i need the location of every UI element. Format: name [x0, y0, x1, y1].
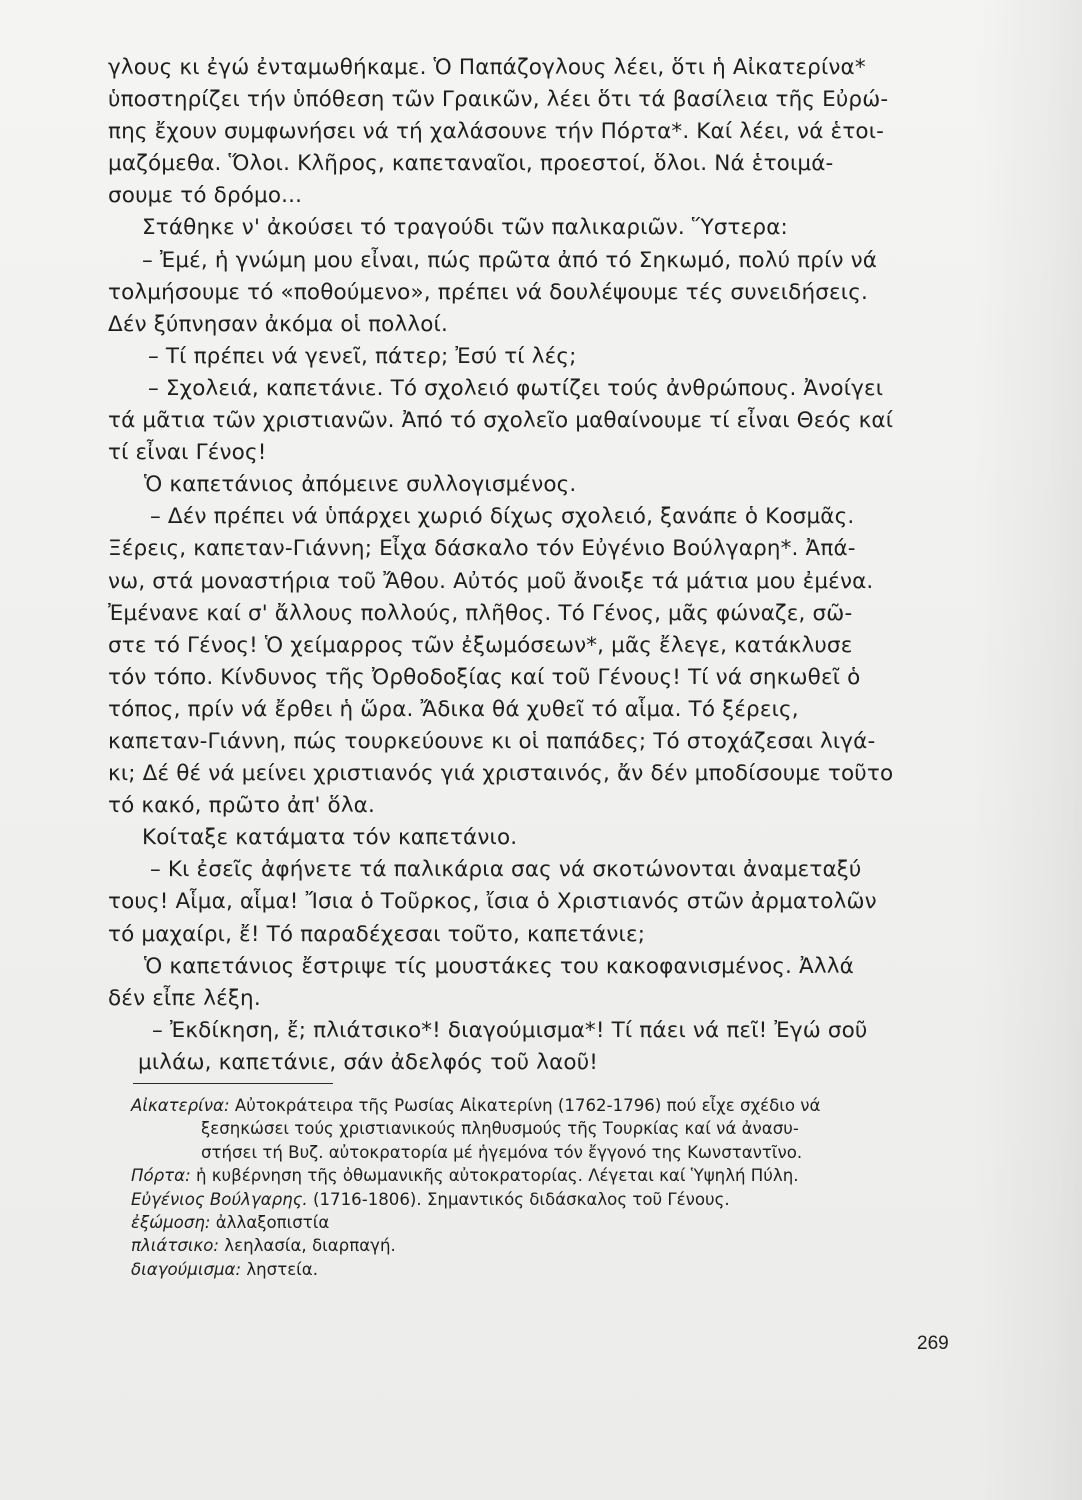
footnote-text: (1716-1806). Σημαντικός διδάσκαλος τοῦ Γένους.: [313, 1189, 730, 1209]
footnote-entry: [131, 1234, 971, 1257]
body-line: Δέν ξύπνησαν ἀκόμα οἱ πολλοί.: [108, 311, 448, 337]
body-line: Ὁ καπετάνιος ἔστριψε τίς μουστάκες του κακοφανισμένος. Ἀλλά: [144, 953, 854, 979]
body-line: Ἐμένανε καί σ' ἄλλους πολλούς, πλῆθος. Τό Γένος, μᾶς φώναζε, σῶ-: [108, 600, 853, 626]
body-line: τους! Αἷμα, αἷμα! Ἴσια ὁ Τοῦρκος, ἴσια ὁ Χριστιανός στῶν ἀρματολῶν: [108, 889, 877, 915]
footnote-entry: [131, 1258, 971, 1281]
body-line: πης ἔχουν συμφωνήσει νά τή χαλάσουνε τήν Πόρτα*. Καί λέει, νά ἑτοι-: [108, 119, 885, 145]
body-line: μιλάω, καπετάνιε, σάν ἀδελφός τοῦ λαοῦ!: [138, 1049, 599, 1075]
footnote-text: ἀλλαξοπιστία: [215, 1212, 330, 1232]
page-edge-shadow: [972, 0, 1082, 1500]
body-line: Κοίταξε κατάματα τόν καπετάνιο.: [142, 825, 518, 851]
body-line: Ξέρεις, καπεταν-Γιάννη; Εἶχα δάσκαλο τόν Εὐγένιο Βούλγαρη*. Ἀπά-: [108, 536, 856, 562]
footnote-term: πλιάτσικο:: [131, 1236, 220, 1256]
footnote-continuation: ξεσηκώσει τούς χριστιανικούς πληθυσμούς τῆς Τουρκίας καί νά ἀνασυ-: [201, 1119, 799, 1139]
footnote-entry: [131, 1094, 971, 1117]
body-line: τόν τόπο. Κίνδυνος τῆς Ὀρθοδοξίας καί τοῦ Γένους! Τί νά σηκωθεῖ ὁ: [108, 664, 861, 690]
body-text: [108, 52, 968, 1079]
footnote-term: Πόρτα:: [131, 1166, 191, 1186]
body-line: – Ἐκδίκηση, ἔ; πλιάτσικο*! διαγούμισμα*! Τί πάει νά πεῖ! Ἐγώ σοῦ: [152, 1017, 868, 1043]
body-line: σουμε τό δρόμο...: [108, 183, 303, 209]
footnote-term: ἐξώμοση:: [131, 1212, 211, 1232]
body-line: τά μᾶτια τῶν χριστιανῶν. Ἀπό τό σχολεῖο μαθαίνουμε τί εἶναι Θεός καί: [108, 408, 894, 434]
footnote-entry: [131, 1188, 971, 1211]
body-line: – Σχολειά, καπετάνιε. Τό σχολειό φωτίζει τούς ἀνθρώπους. Ἀνοίγει: [148, 375, 884, 401]
footnote-text: Αὐτοκράτειρα τῆς Ρωσίας Αἰκατερίνη (1762-1796) πού εἶχε σχέδιο νά: [234, 1096, 821, 1115]
footnote-text: ἡ κυβέρνηση τῆς ὀθωμανικῆς αὐτοκρατορίας. Λέγεται καί Ὑψηλή Πύλη.: [195, 1166, 799, 1186]
body-line: τό μαχαίρι, ἔ! Τό παραδέχεσαι τοῦτο, καπετάνιε;: [108, 921, 646, 947]
body-line: Ὁ καπετάνιος ἀπόμεινε συλλογισμένος.: [144, 472, 577, 498]
body-line: τό κακό, πρῶτο ἀπ' ὅλα.: [108, 793, 375, 819]
body-line: δέν εἶπε λέξη.: [108, 985, 261, 1011]
body-line: τί εἶναι Γένος!: [108, 440, 267, 466]
body-line: Στάθηκε ν' ἀκούσει τό τραγούδι τῶν παλικαριῶν. Ὕστερα:: [142, 215, 788, 241]
body-line: νω, στά μοναστήρια τοῦ Ἄθου. Αὐτός μοῦ ἄνοιξε τά μάτια μου ἐμένα.: [108, 568, 874, 594]
page-number: 269: [917, 1333, 949, 1354]
body-line: γλους κι ἐγώ ἐνταμωθήκαμε. Ὁ Παπάζογλους λέει, ὅτι ἡ Αἰκατερίνα*: [108, 55, 866, 80]
footnote-continuation: στήσει τή Βυζ. αὐτοκρατορία μέ ἡγεμόνα τόν ἔγγονό της Κωνσταντῖνο.: [201, 1142, 803, 1162]
footnote-entry: [131, 1211, 971, 1234]
footnotes: [131, 1094, 971, 1281]
body-line: ὑποστηρίζει τήν ὑπόθεση τῶν Γραικῶν, λέει ὅτι τά βασίλεια τῆς Εὐρώ-: [108, 87, 889, 113]
body-line: καπεταν-Γιάννη, πώς τουρκεύουνε κι οἱ παπάδες; Τό στοχάζεσαι λιγά-: [108, 728, 876, 754]
footnote-term: Εὐγένιος Βούλγαρης.: [131, 1189, 308, 1209]
body-line: – Δέν πρέπει νά ὑπάρχει χωριό δίχως σχολειό, ξανάπε ὁ Κοσμᾶς.: [150, 504, 855, 530]
body-line: στε τό Γένος! Ὁ χείμαρρος τῶν ἐξωμόσεων*, μᾶς ἔλεγε, κατάκλυσε: [108, 632, 853, 658]
footnote-text: ληστεία.: [246, 1259, 318, 1279]
footnote-separator: [133, 1083, 333, 1084]
body-line: τόπος, πρίν νά ἔρθει ἡ ὥρα. Ἄδικα θά χυθεῖ τό αἷμα. Τό ξέρεις,: [108, 696, 799, 722]
footnote-entry: [131, 1164, 971, 1187]
body-line: – Τί πρέπει νά γενεῖ, πάτερ; Ἐσύ τί λές;: [148, 343, 577, 369]
footnote-text: λεηλασία, διαρπαγή.: [224, 1236, 396, 1256]
body-line: μαζόμεθα. Ὅλοι. Κλῆρος, καπεταναῖοι, προεστοί, ὅλοι. Νά ἑτοιμά-: [108, 151, 834, 177]
footnote-term: διαγούμισμα:: [131, 1259, 242, 1279]
body-line: τολμήσουμε τό «ποθούμενο», πρέπει νά δουλέψουμε τές συνειδήσεις.: [108, 279, 868, 305]
body-line: – Ἐμέ, ἡ γνώμη μου εἶναι, πώς πρῶτα ἀπό τό Σηκωμό, πολύ πρίν νά: [142, 247, 878, 273]
body-line: – Κι ἐσεῖς ἀφήνετε τά παλικάρια σας νά σκοτώνονται ἀναμεταξύ: [150, 857, 862, 883]
footnote-term: Αἰκατερίνα:: [131, 1096, 230, 1115]
body-line: κι; Δέ θέ νά μείνει χριστιανός γιά χρισταινός, ἄν δέν μποδίσουμε τοῦτο: [108, 761, 894, 787]
